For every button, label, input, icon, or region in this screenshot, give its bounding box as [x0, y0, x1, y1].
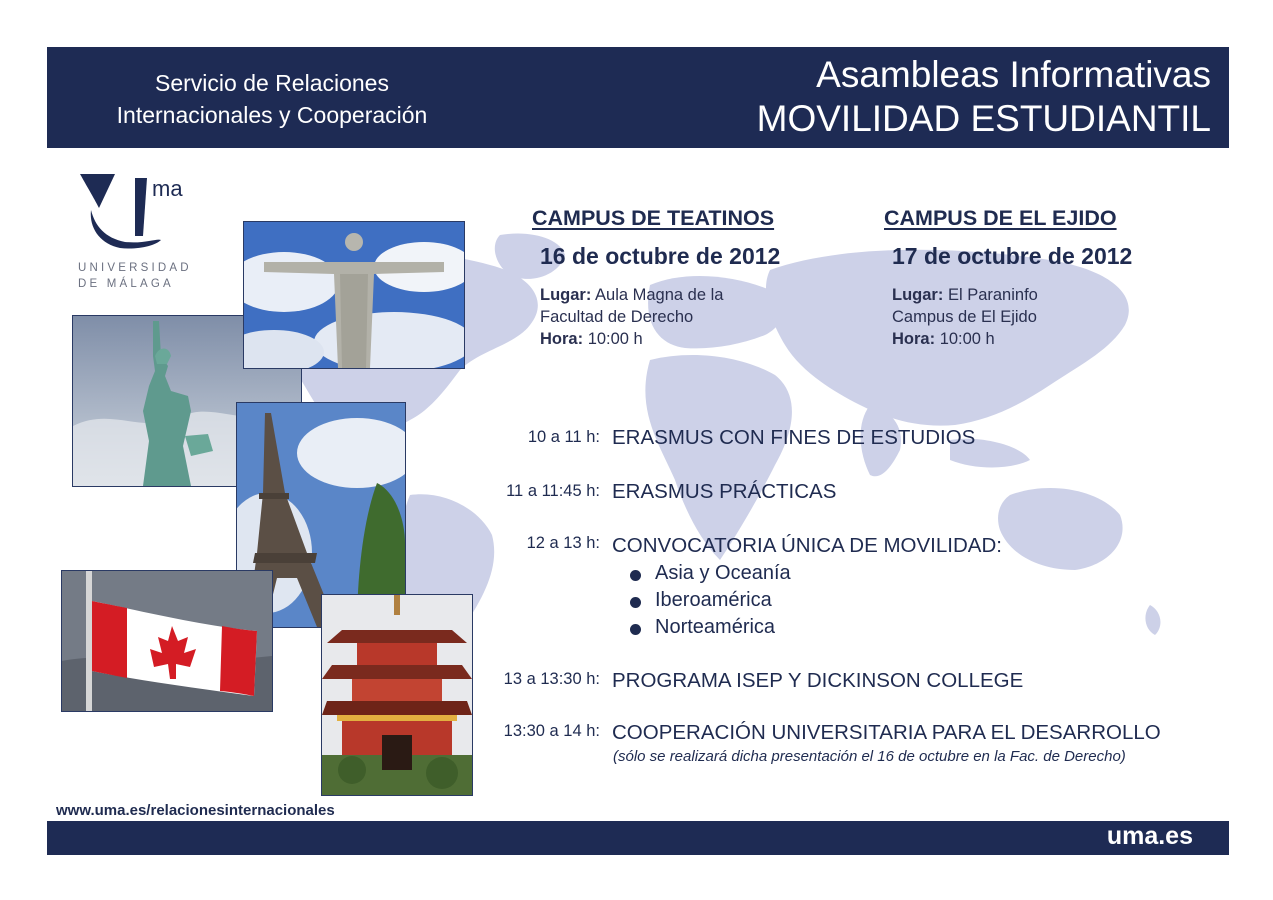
university-name-line-1: UNIVERSIDAD [78, 262, 192, 274]
service-name [87, 67, 457, 131]
university-name-line-2: DE MÁLAGA [78, 278, 174, 290]
footer-bar [47, 821, 1229, 855]
title-line-1: Asambleas Informativas [816, 54, 1211, 95]
time-value: 10:00 h [587, 330, 643, 348]
bullet-icon [630, 597, 641, 608]
place-line-2: Facultad de Derecho [540, 308, 694, 326]
schedule-time: 10 a 11 h: [527, 428, 600, 446]
schedule-time: 11 a 11:45 h: [506, 482, 600, 500]
campus-el-ejido [884, 206, 1132, 350]
canada-flag-photo [61, 570, 273, 712]
campus-details [540, 284, 780, 350]
bullet-icon [630, 624, 641, 635]
christ-the-redeemer-photo [243, 221, 465, 369]
place-line-1: El Paraninfo [947, 286, 1038, 304]
schedule-program: ERASMUS CON FINES DE ESTUDIOS [612, 426, 976, 449]
campus-details [892, 284, 1132, 350]
uma-logo-icon [75, 168, 205, 258]
logo-mark: ma [152, 176, 183, 201]
university-logo [75, 168, 205, 293]
schedule-program: CONVOCATORIA ÚNICA DE MOVILIDAD: [612, 534, 1002, 557]
bullet-icon [630, 570, 641, 581]
place-line-2: Campus de El Ejido [892, 308, 1037, 326]
website-link[interactable]: www.uma.es/relacionesinternacionales [56, 802, 335, 819]
list-item: Asia y Oceanía [655, 562, 791, 584]
place-label: Lugar: [892, 286, 944, 304]
time-label: Hora: [892, 330, 936, 348]
campus-date: 17 de octubre de 2012 [892, 243, 1133, 269]
campus-name: CAMPUS DE EL EJIDO [884, 206, 1117, 230]
campus-teatinos [532, 206, 780, 350]
title-line-2: MOVILIDAD ESTUDIANTIL [756, 98, 1211, 139]
schedule-program: ERASMUS PRÁCTICAS [612, 480, 837, 503]
brand-link[interactable]: uma.es [1106, 822, 1193, 850]
campus-name: CAMPUS DE TEATINOS [532, 206, 775, 230]
pagoda-photo [321, 594, 473, 796]
university-name [78, 260, 192, 292]
schedule-time: 13 a 13:30 h: [503, 670, 600, 688]
place-label: Lugar: [540, 286, 592, 304]
place-line-1: Aula Magna de la [595, 286, 724, 304]
schedule-note: (sólo se realizará dicha presentación el 16 de octubre en la Fac. de Derecho) [613, 748, 1126, 765]
schedule-program: PROGRAMA ISEP Y DICKINSON COLLEGE [612, 669, 1024, 692]
schedule-program: COOPERACIÓN UNIVERSITARIA PARA EL DESARROLLO [612, 721, 1161, 744]
list-item: Norteamérica [655, 616, 776, 638]
service-line-1: Servicio de Relaciones [155, 70, 389, 96]
service-line-2: Internacionales y Cooperación [116, 102, 428, 128]
time-label: Hora: [540, 330, 584, 348]
schedule-time: 13:30 a 14 h: [503, 722, 600, 740]
schedule-time: 12 a 13 h: [526, 534, 600, 552]
header-banner [47, 47, 1229, 148]
time-value: 10:00 h [939, 330, 995, 348]
list-item: Iberoamérica [655, 589, 772, 611]
campus-date: 16 de octubre de 2012 [540, 243, 781, 269]
